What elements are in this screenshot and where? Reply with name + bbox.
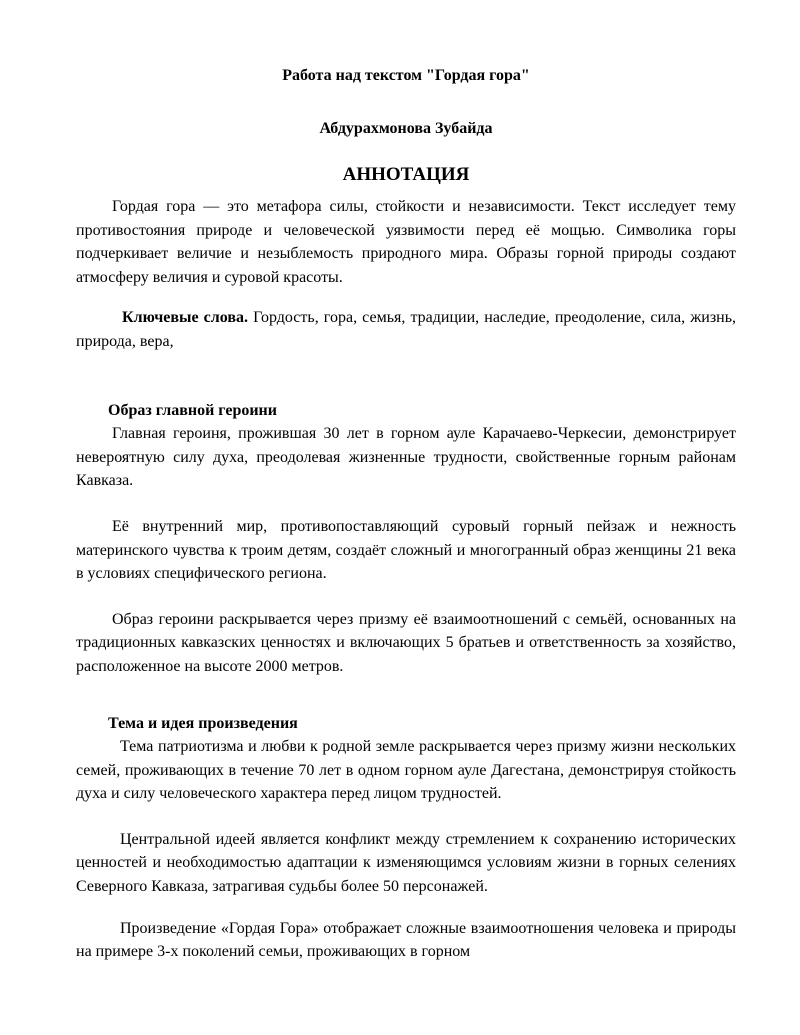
- heroine-paragraph-2: Её внутренний мир, противопоставляющий суровый горный пейзаж и нежность материнского чувства к троим детям, создаёт сложный и многогранный образ женщины 21 века в условиях специфического региона.: [76, 517, 736, 583]
- heroine-section-heading: Образ главной героини: [108, 401, 277, 419]
- heroine-paragraph-1: Главная героиня, прожившая 30 лет в горном ауле Карачаево-Черкесии, демонстрирует невероятную силу духа, преодолевая жизненные трудности, свойственные горным районам Кавказа.: [76, 425, 736, 490]
- theme-paragraph-1: Тема патриотизма и любви к родной земле раскрывается через призму жизни нескольких семей, проживающих в течение 70 лет в одном горном ауле Дагестана, демонстрируя стойкость духа и силу человеческого характера перед лицом трудностей.: [76, 738, 736, 803]
- theme-paragraph-2: Центральной идеей является конфликт между стремлением к сохранению исторических ценностей и необходимостью адаптации к изменяющимся условиям жизни в горных селениях Северного Кавказа, затрагивая судьбы более 50 персонажей.: [76, 830, 736, 896]
- keywords-list: Гордость, гора, семья, традиции, наследие, преодоление, сила, жизнь, природа, вера,: [76, 309, 737, 350]
- heroine-paragraph-3: Образ героини раскрывается через призму её взаимоотношений с семьёй, основанных на традиционных кавказских ценностях и включающих 5 братьев и ответственность за хозяйство, расположенное на высоте 2000 метров.: [76, 610, 736, 675]
- annotation-heading: АННОТАЦИЯ: [342, 164, 470, 185]
- document-author: Абдурахмонова Зубайда: [319, 120, 493, 137]
- theme-paragraph-3: Произведение «Гордая Гора» отображает сложные взаимоотношения человека и природы на примере 3-х поколений семьи, проживающих в горном: [76, 919, 736, 961]
- document-title: Работа над текстом "Гордая гора": [282, 67, 530, 84]
- theme-section-heading: Тема и идея произведения: [108, 714, 298, 732]
- annotation-paragraph: Гордая гора — это метафора силы, стойкости и независимости. Текст исследует тему противостояния природе и человеческой уязвимости перед её мощью. Символика горы подчеркивает величие и незыблемость природного мира. Образы горной природы создают атмосферу величия и суровой красоты.: [76, 198, 736, 286]
- keywords-label: Ключевые слова.: [122, 309, 248, 327]
- keywords-paragraph: [76, 306, 736, 353]
